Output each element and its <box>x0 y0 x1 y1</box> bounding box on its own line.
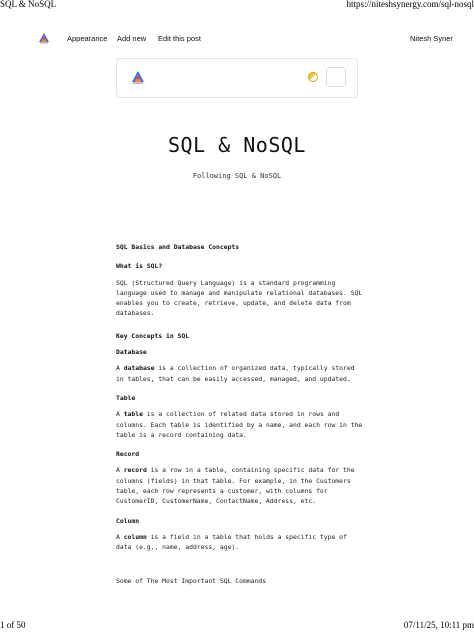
section-title: SQL Basics and Database Concepts <box>116 243 240 251</box>
admin-appearance-link[interactable]: Appearance <box>67 34 108 43</box>
page-title: SQL & NoSQL <box>168 133 306 157</box>
concept-text-record: A record is a row in a table, containing specific data for the columns (fields) in that table. For example, in the Customers table, each row represents a customer, with columns for CustomerID, CustomerName, ContactName, Address, etc. <box>116 466 355 506</box>
print-page-number: 1 of 50 <box>0 620 26 630</box>
commands-heading: Some of The Most Important SQL Commands <box>116 576 267 585</box>
key-concepts-heading: Key Concepts in SQL <box>116 331 190 340</box>
site-logo-icon[interactable] <box>131 70 145 84</box>
print-datetime: 07/11/25, 10:11 pm <box>403 620 474 630</box>
concept-text-database: A database is a collection of organized data, typically stored in tables, that can be easily accessed, managed, and updated. <box>116 364 355 383</box>
theme-toggle-icon[interactable] <box>308 72 318 82</box>
concept-heading-table: Table <box>116 393 136 402</box>
concept-text-table: A table is a collection of related data stored in rows and columns. Each table is identified by a name, and each row in the table is a record containing data. <box>116 410 363 439</box>
site-logo-icon[interactable] <box>38 32 50 44</box>
site-header <box>116 58 358 98</box>
concept-heading-record: Record <box>116 450 140 459</box>
print-header <box>0 0 474 10</box>
page-subtitle: Following SQL & NoSQL <box>192 172 282 180</box>
what-is-sql-text: SQL (Structured Query Language) is a standard programming language used to manage and manipulate relational databases. SQL enables you to create, retrieve, update, and delete data from databases. <box>116 278 363 318</box>
concept-heading-database: Database <box>116 348 147 357</box>
menu-icon[interactable] <box>326 67 346 87</box>
admin-add-new-link[interactable]: Add new <box>117 34 147 43</box>
print-page-title: SQL & NoSQL <box>0 0 57 9</box>
admin-edit-post-link[interactable]: Edit this post <box>158 34 201 43</box>
what-is-sql-heading: What is SQL? <box>116 262 163 271</box>
print-page-url: https://niteshsynergy.com/sql-nosql <box>346 0 474 9</box>
print-footer <box>0 618 474 632</box>
concept-heading-column: Column <box>116 516 140 525</box>
admin-user-menu[interactable]: Nitesh Syner <box>410 34 453 43</box>
concept-text-column: A column is a field in a table that holds a specific type of data (e.g., name, address, age). <box>116 532 347 552</box>
article-content <box>116 242 366 595</box>
admin-bar <box>30 30 474 48</box>
